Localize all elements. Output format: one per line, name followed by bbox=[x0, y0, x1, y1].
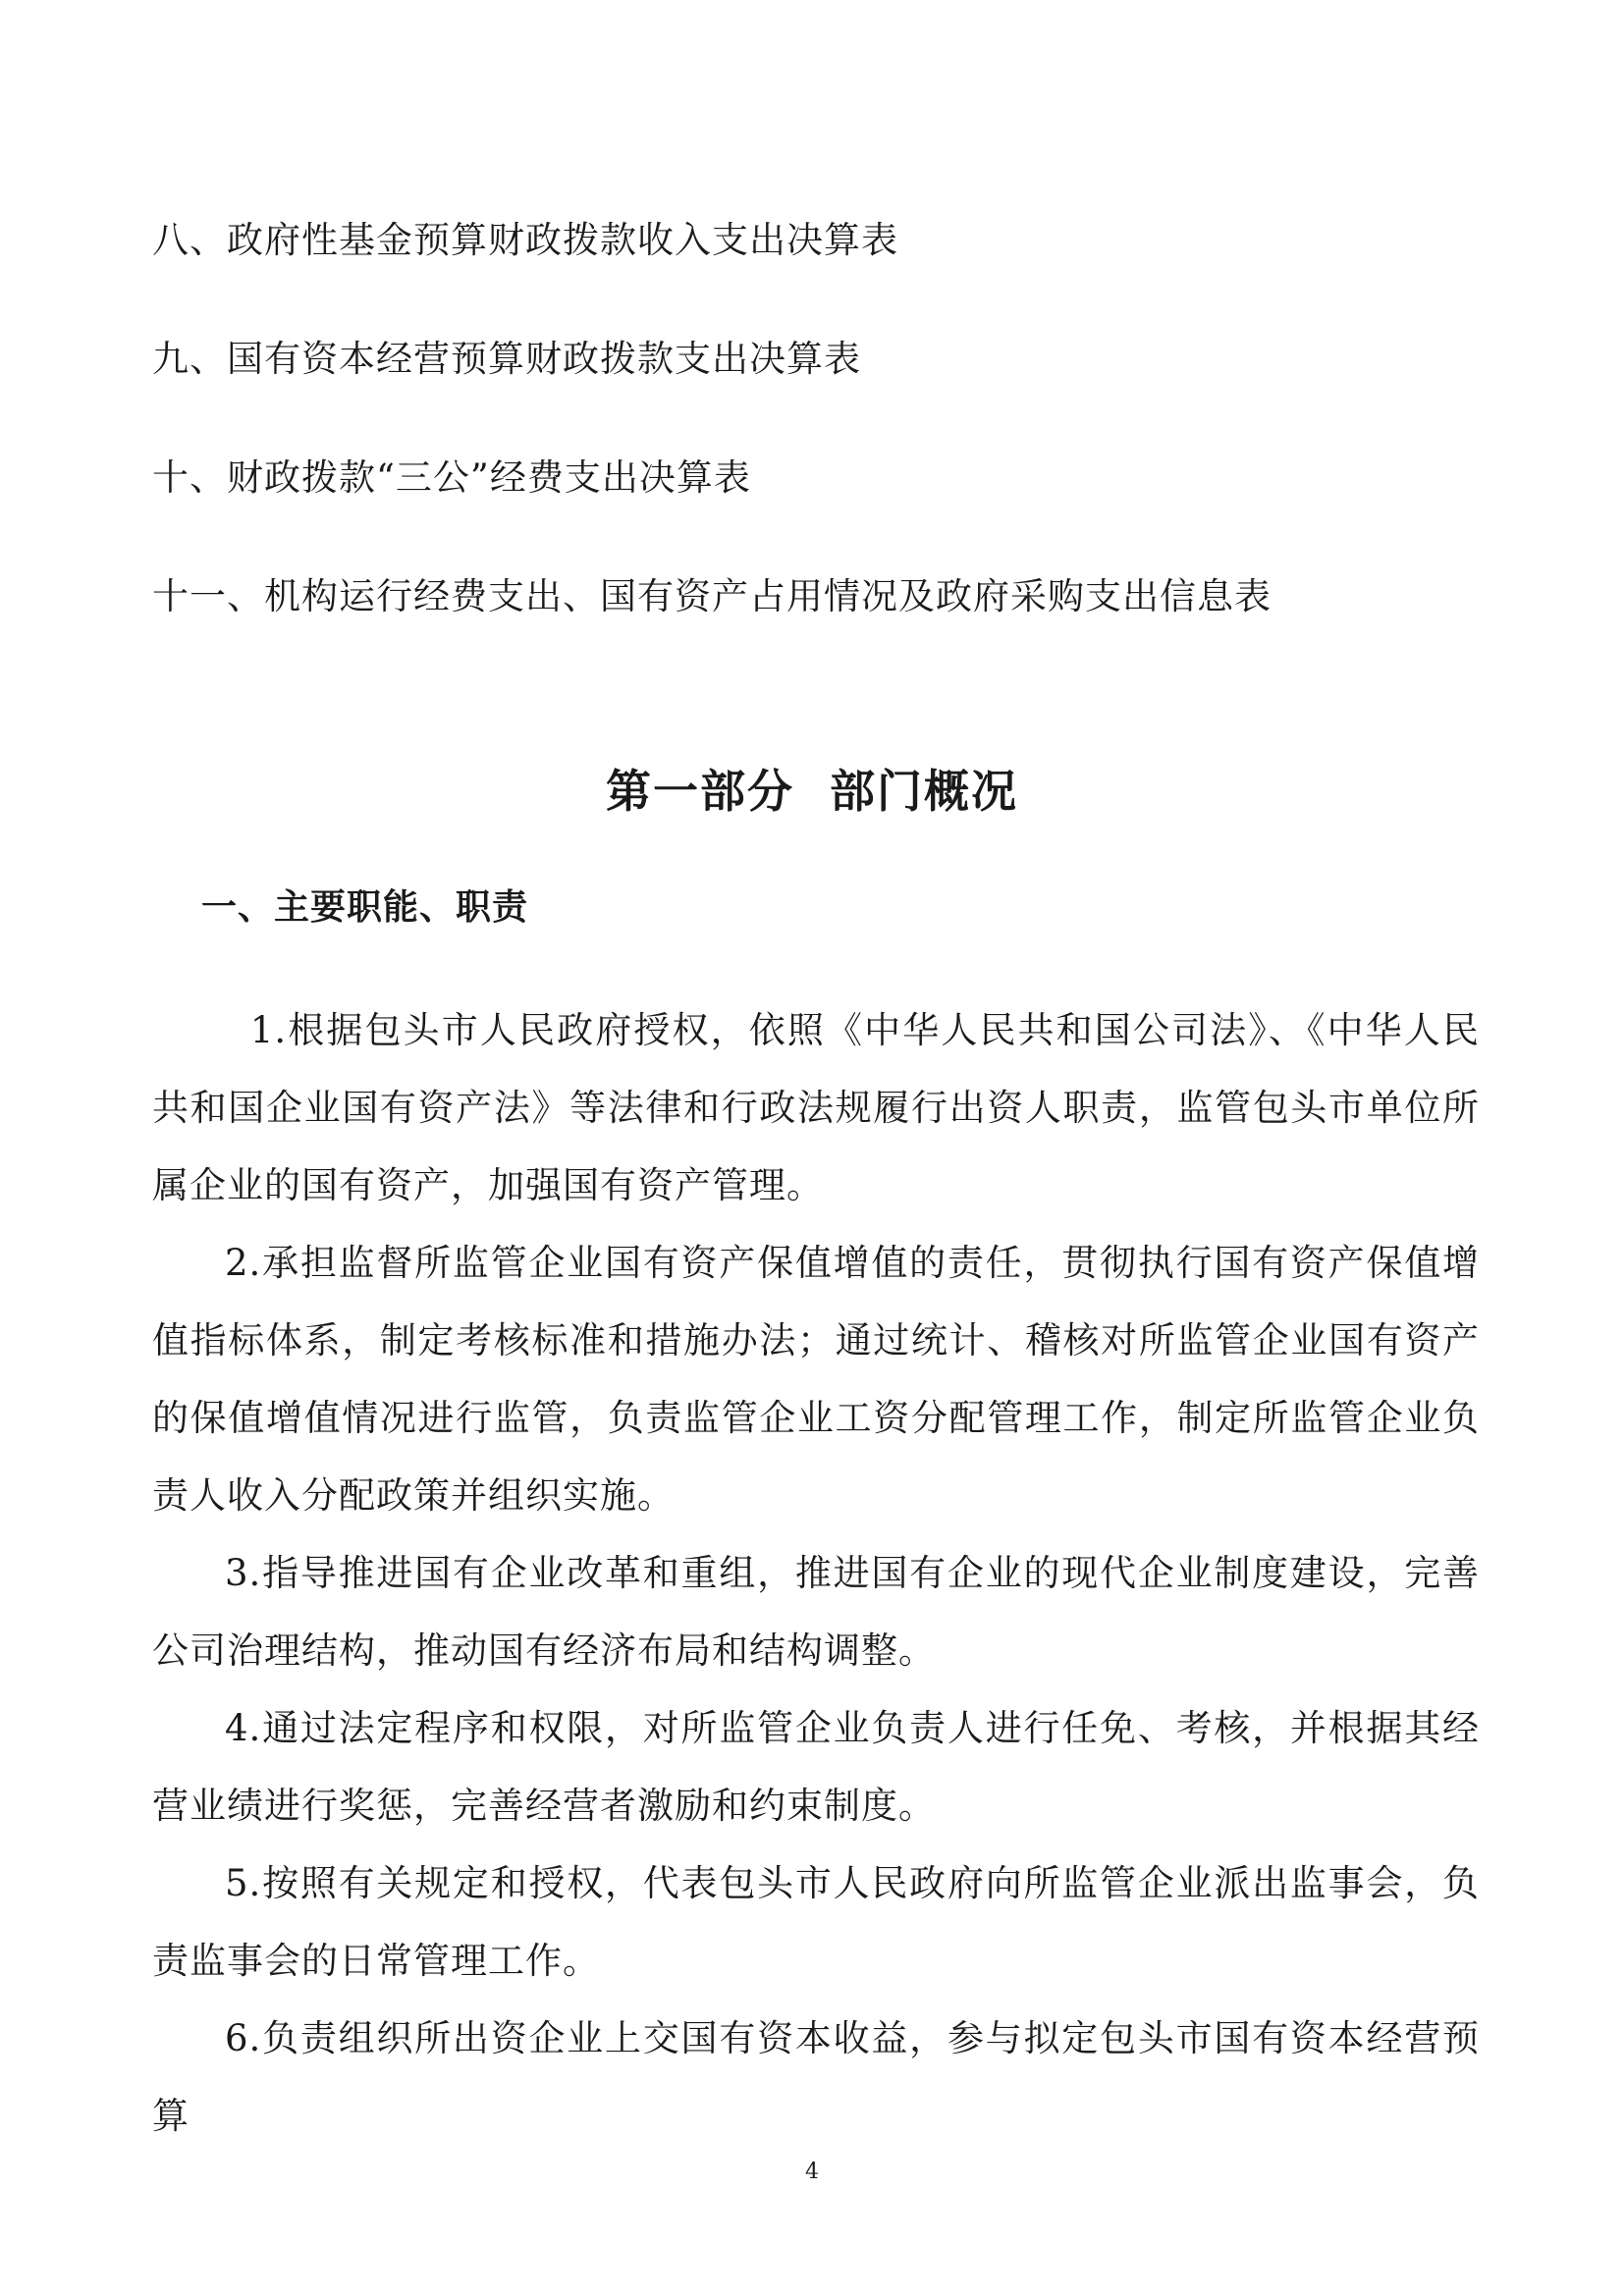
duties-body bbox=[152, 991, 1480, 2155]
duty-paragraph: 6.负责组织所出资企业上交国有资本收益，参与拟定包头市国有资本经营预算 bbox=[152, 2017, 1480, 2137]
page-number: 4 bbox=[805, 2160, 819, 2184]
toc-item: 十一、机构运行经费支出、国有资产占用情况及政府采购支出信息表 bbox=[152, 575, 1272, 617]
duty-paragraph: 4.通过法定程序和权限，对所监管企业负责人进行任免、考核，并根据其经营业绩进行奖惩，完善经营者激励和约束制度。 bbox=[152, 1707, 1480, 1827]
duty-paragraph: 3.指导推进国有企业改革和重组，推进国有企业的现代企业制度建设，完善公司治理结构，推动国有经济布局和结构调整。 bbox=[152, 1552, 1480, 1672]
toc-item: 八、政府性基金预算财政拨款收入支出决算表 bbox=[152, 219, 898, 261]
toc-item: 十、财政拨款“三公”经费支出决算表 bbox=[152, 456, 751, 499]
part-title: 第一部分 部门概况 bbox=[605, 765, 1019, 818]
toc-item: 九、国有资本经营预算财政拨款支出决算表 bbox=[152, 338, 861, 380]
section-heading: 一、主要职能、职责 bbox=[201, 887, 529, 928]
duty-paragraph: 2.承担监督所监管企业国有资产保值增值的责任，贯彻执行国有资产保值增值指标体系，制定考核标准和措施办法；通过统计、稽核对所监管企业国有资产的保值增值情况进行监管，负责监管企业工资分配管理工作，制定所监管企业负责人收入分配政策并组织实施。 bbox=[152, 1242, 1480, 1517]
duty-paragraph: 5.按照有关规定和授权，代表包头市人民政府向所监管企业派出监事会，负责监事会的日常管理工作。 bbox=[152, 1862, 1480, 1982]
duty-paragraph: 1.根据包头市人民政府授权，依照《中华人民共和国公司法》、《中华人民共和国企业国有资产法》等法律和行政法规履行出资人职责，监管包头市单位所属企业的国有资产，加强国有资产管理。 bbox=[152, 1009, 1480, 1206]
